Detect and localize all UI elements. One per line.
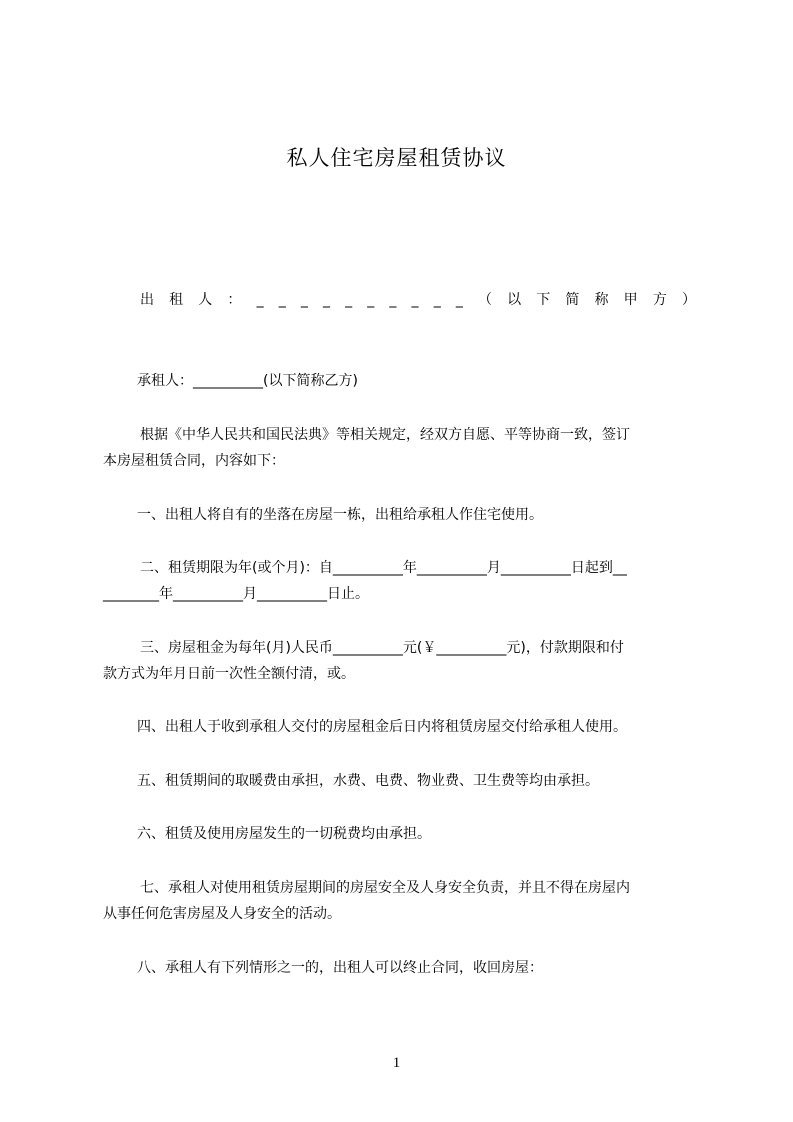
clause-1: 一、出租人将自有的坐落在房屋一栋，出租给承租人作住宅使用。	[137, 507, 543, 523]
lessor-char: 人	[198, 292, 213, 308]
blank-underscore: _	[367, 292, 375, 308]
lessor-char: 出	[140, 292, 154, 308]
lessor-char: ）	[681, 292, 696, 308]
document-title: 私人住宅房屋租赁协议	[286, 146, 507, 170]
preamble-line-1: 根据《中华人民共和国民法典》等相关规定，经双方自愿、平等协商一致，签订	[140, 427, 630, 443]
lessor-char: 以	[507, 292, 522, 308]
page-number: 1	[392, 1055, 401, 1071]
blank-underscore: _	[455, 292, 463, 308]
lessor-char: （	[477, 292, 492, 308]
lessor-line	[140, 290, 696, 310]
preamble-line-2: 本房屋租赁合同，内容如下：	[103, 453, 285, 469]
blank-underscore: _	[256, 292, 264, 308]
clause-4: 四、出租人于收到承租人交付的房屋租金后日内将租赁房屋交付给承租人使用。	[137, 719, 627, 735]
lessor-char: 下	[536, 292, 551, 308]
lessor-char: 方	[652, 292, 667, 308]
clause-6: 六、租赁及使用房屋发生的一切税费均由承担。	[137, 826, 431, 842]
clause-5: 五、租赁期间的取暖费由承担，水费、电费、物业费、卫生费等均由承担。	[137, 773, 599, 789]
blank-underscore: _	[300, 292, 308, 308]
blank-underscore: _	[322, 292, 330, 308]
clause-2-line-1: 二、租赁期限为年(或个月)：自__________年__________月__________日起到__	[140, 560, 627, 576]
clause-3-line-1: 三、房屋租金为每年(月)人民币__________元(￥__________元)，付款期限和付	[140, 640, 624, 656]
blank-underscore: _	[433, 292, 441, 308]
lessee-line: 承租人：__________(以下简称乙方)	[137, 373, 358, 389]
lessor-char: ：	[227, 292, 242, 308]
clause-2-line-2: ________年__________月__________日止。	[103, 586, 369, 602]
blank-underscore: _	[389, 292, 397, 308]
lessor-char: 甲	[623, 292, 638, 308]
lessor-char: 称	[594, 292, 609, 308]
clause-7-line-1: 七、承租人对使用租赁房屋期间的房屋安全及人身安全负责，并且不得在房屋内	[140, 880, 630, 896]
lessor-char: 简	[565, 292, 580, 308]
clause-8: 八、承租人有下列情形之一的，出租人可以终止合同，收回房屋：	[137, 960, 543, 976]
lessor-char: 租	[169, 292, 184, 308]
clause-3-line-2: 款方式为年月日前一次性全额付清，或。	[103, 666, 355, 682]
blank-underscore: _	[345, 292, 353, 308]
blank-underscore: _	[411, 292, 419, 308]
blank-underscore: _	[278, 292, 286, 308]
clause-7-line-2: 从事任何危害房屋及人身安全的活动。	[103, 906, 341, 922]
